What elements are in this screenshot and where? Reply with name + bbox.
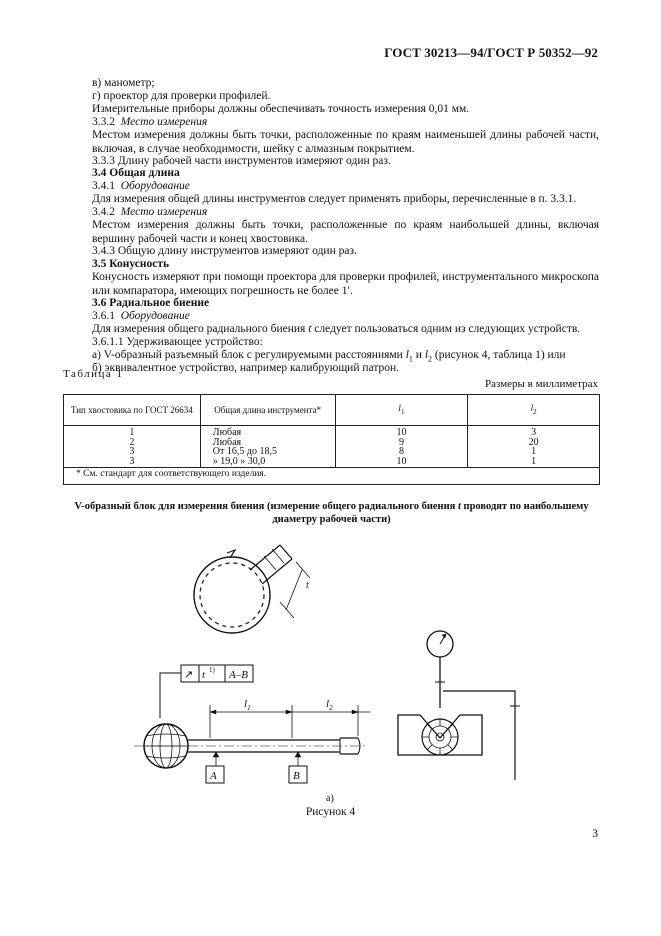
list-item-g: г) проектор для проверки профилей. <box>92 90 271 102</box>
header-l1: $l_1$ <box>335 395 468 426</box>
paragraph-3-3-2: Местом измерения должны быть точки, расположенные по краям наименьшей длины рабочей части, включая, в случае необходимости, шейку с алмазным покрытием. <box>92 129 599 155</box>
accuracy-text: Измерительные приборы должны обеспечивать точность измерения 0,01 мм. <box>92 103 470 115</box>
paragraph-3-5: Конусность измеряют при помощи проектора для проверки профилей, инструментального микроскопа или компаратора, имеющих погрешность не более 1′. <box>92 271 599 297</box>
header-shank-type: Тип хвостовика по ГОСТ 26634 <box>64 395 201 426</box>
paragraph-3-4-1: Для измерения общей длины инструментов следует применять приборы, перечисленные в п. 3.3.1. <box>92 193 577 205</box>
table-label: Таблица 1 <box>63 368 124 380</box>
list-item-v: в) манометр; <box>92 77 155 89</box>
figure-caption: Рисунок 4 <box>305 806 356 818</box>
frame-tolerance-t: t <box>202 669 206 681</box>
shank-grooves <box>264 549 284 570</box>
gear-inner-circle <box>200 563 264 627</box>
section-3-4-heading: 3.4 Общая длина <box>92 167 180 179</box>
datum-a-label: A <box>210 770 217 782</box>
table-row: 3 От 16,5 до 18,5 8 1 <box>64 447 600 457</box>
tool-side-view <box>134 665 370 783</box>
table-row: 1 Любая 10 3 <box>64 426 600 438</box>
page-number: 3 <box>592 828 598 840</box>
measure-arrow <box>286 570 302 610</box>
paragraph-3-4-2: Местом измерения должны быть точки, расположенные по краям наибольшей длины, включая вершину рабочей части и конец хвостовика. <box>92 219 599 245</box>
paragraph-3-6-1: Для измерения общего радиального биения t следует пользоваться одним из следующих устройств. <box>92 323 581 335</box>
table-header-row <box>64 395 600 426</box>
label-l2: $l_2$ <box>326 698 333 712</box>
figure-sub-label: а) <box>326 793 334 804</box>
frame-datum-ref: A–B <box>229 669 248 681</box>
datum-b-label: B <box>293 770 300 782</box>
label-l1: $l_1$ <box>244 698 251 712</box>
page-header: ГОСТ 30213—94/ГОСТ Р 50352—92 <box>384 45 598 60</box>
measure-label-t: t <box>306 580 309 591</box>
list-item-b: б) эквивалентное устройство, например калибрующий патрон. <box>92 362 400 374</box>
table-row: 2 Любая 9 20 <box>64 438 600 448</box>
table-row: 3 » 19,0 » 30,0 10 1 <box>64 457 600 468</box>
section-3-6-1-heading: 3.6.1 Оборудование <box>92 310 190 322</box>
section-3-6-heading: 3.6 Радиальное биение <box>92 297 210 309</box>
paragraph-3-4-3: 3.4.3 Общую длину инструментов измеряют один раз. <box>92 245 357 257</box>
list-item-a: а) V-образный разъемный блок с регулируемыми расстояниями $l_1$ и $l_2$ (рисунок 4, таблица 1) или <box>92 349 566 364</box>
header-l2: $l_2$ <box>468 395 600 426</box>
indicator-stand <box>443 691 515 780</box>
v-block-view <box>398 631 520 780</box>
gear-top-view <box>194 545 310 633</box>
section-3-3-2-heading: 3.3.2 Место измерения <box>92 116 208 128</box>
section-3-4-1-heading: 3.4.1 Оборудование <box>92 180 190 192</box>
section-3-4-2-heading: 3.4.2 Место измерения <box>92 206 208 218</box>
table-dims-note: Размеры в миллиметрах <box>485 378 598 390</box>
frame-footnote-mark: 1) <box>209 666 215 674</box>
data-table <box>63 394 600 485</box>
section-3-5-heading: 3.5 Конусность <box>92 258 170 270</box>
figure-4-drawing <box>130 540 550 785</box>
figure-title: V-образный блок для измерения биения (измерение общего радиального биения t проводят по наибольшему диаметру рабочей части) <box>74 501 589 525</box>
paragraph-3-6-1-1: 3.6.1.1 Удерживающее устройство: <box>92 336 263 348</box>
paragraph-3-3-3: 3.3.3 Длину рабочей части инструментов измеряют один раз. <box>92 155 391 167</box>
table-footnote-row: * См. стандарт для соответствующего изделия. <box>64 468 600 485</box>
runout-symbol-icon: ↗ <box>184 669 194 681</box>
leader-line <box>160 673 181 718</box>
header-total-length: Общая длина инструмента* <box>200 395 335 426</box>
